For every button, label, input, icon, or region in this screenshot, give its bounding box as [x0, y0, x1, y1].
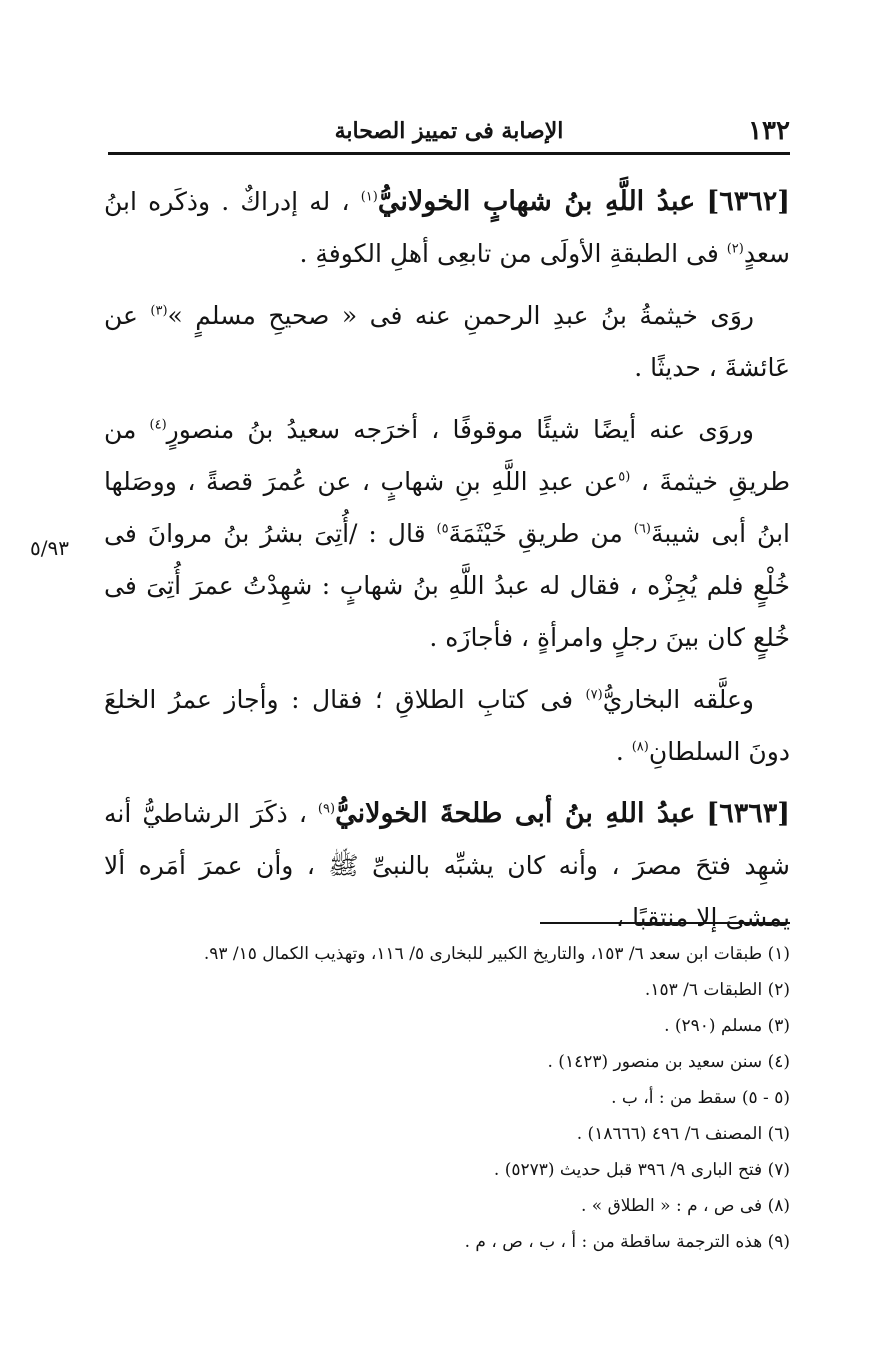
- paragraph-text: من طريقِ خَيْثَمَةَ: [448, 519, 634, 548]
- footnote-marker: (٢): [726, 241, 744, 257]
- page-header: [108, 116, 790, 150]
- entry-name: عبدُ اللَّهِ بنُ شهابٍ الخولانيُّ: [377, 186, 696, 217]
- body-text: [104, 176, 790, 944]
- entry-text: ، له إدراكٌ . وذكَره ابنُ سعدٍ: [104, 187, 790, 268]
- footnote-marker: (٨): [631, 739, 649, 755]
- running-title: الإصابة فى تمييز الصحابة: [334, 118, 564, 144]
- paragraph-narration: [104, 290, 790, 394]
- paragraph-text: قال : /أُتِىَ بشرُ بنُ مروانَ فى خُلْعٍ فلم يُجِزْه ، فقال له عبدُ اللَّهِ بنُ شهابٍ : شهِدْتُ عمرَ أُتِىَ فى خُلعٍ كان بينَ رجلٍ وامرأةٍ ، فأجازَه .: [104, 519, 790, 652]
- header-rule: [108, 152, 790, 155]
- footnote-5: (٥ - ٥) سقط من : أ، ب .: [611, 1088, 790, 1108]
- entry-text: ، ذكَرَ الرشاطيُّ أنه شهِد فتحَ مصرَ ، وأنه كان يشبِّه بالنبىِّ ﷺ ، وأن عمرَ أمَره ألا يمشىَ إلا منتقبًا ،: [104, 799, 790, 932]
- footnote-7: (٧) فتح البارى ٩/ ٣٩٦ قبل حديث (٥٢٧٣) .: [493, 1160, 790, 1180]
- paragraph-text: فى كتابِ الطلاقِ ؛ فقال : وأجاز عمرُ الخلعَ دونَ السلطانِ: [104, 685, 790, 766]
- footnote-6: (٦) المصنف ٦/ ٤٩٦ (١٨٦٦٦) .: [576, 1124, 790, 1144]
- paragraph-text: وعلَّقه البخاريُّ: [602, 685, 754, 714]
- paragraph-text: عن عَائشةَ ، حديثًا .: [104, 301, 790, 382]
- footnote-marker: (٩): [317, 801, 336, 817]
- footnote-marker: (٦): [633, 521, 651, 537]
- footnotes: [100, 936, 790, 1260]
- entry-number: [٦٣٦٢]: [706, 186, 791, 217]
- entry-6362: [104, 176, 790, 280]
- footnote-marker: ٥): [436, 521, 449, 537]
- footnote-1: (١) طبقات ابن سعد ٦/ ١٥٣، والتاريخ الكبير للبخارى ٥/ ١١٦، وتهذيب الكمال ١٥/ ٩٣.: [203, 944, 790, 964]
- footnote-2: (٢) الطبقات ٦/ ١٥٣.: [644, 980, 790, 1000]
- paragraph-text: .: [615, 737, 632, 766]
- footnote-8: (٨) فى ص ، م : « الطلاق » .: [580, 1196, 790, 1216]
- entry-6363: [104, 788, 790, 944]
- paragraph-text: عن عبدِ اللَّهِ بنِ شهابٍ ، عن عُمرَ قصةً ، ووصَلها ابنُ أبى شيبةَ: [104, 467, 790, 548]
- footnote-4: (٤) سنن سعيد بن منصور (١٤٢٣) .: [547, 1052, 790, 1072]
- entry-number: [٦٣٦٣]: [706, 798, 790, 829]
- paragraph-mawquf: [104, 404, 790, 664]
- footnote-9: (٩) هذه الترجمة ساقطة من : أ ، ب ، ص ، م .: [464, 1232, 790, 1252]
- footnote-marker: (٤): [149, 417, 167, 433]
- paragraph-text: من طريقِ خيثمةَ ،: [104, 415, 790, 496]
- footnote-rule: [540, 922, 790, 924]
- footnote-marker: (٧): [585, 687, 603, 703]
- margin-reference: ٥/٩٣: [30, 536, 69, 560]
- footnote-3: (٣) مسلم (٢٩٠) .: [664, 1016, 790, 1036]
- paragraph-bukhari: [104, 674, 790, 778]
- footnote-marker: (١): [360, 189, 378, 205]
- paragraph-text: روَى خيثمةُ بنُ عبدِ الرحمنِ عنه فى « صحيحِ مسلمٍ »: [167, 301, 754, 330]
- entry-text: فى الطبقةِ الأولَى من تابعِى أهلِ الكوفةِ .: [299, 239, 727, 268]
- entry-name: عبدُ اللهِ بنُ أبى طلحةَ الخولانيُّ: [335, 798, 696, 829]
- footnote-marker: (٣): [150, 303, 168, 319]
- paragraph-text: وروَى عنه أيضًا شيئًا موقوفًا ، أخرَجه سعيدُ بنُ منصورٍ: [166, 415, 755, 444]
- page-number: ١٣٢: [748, 116, 790, 146]
- footnote-marker: (٥: [618, 469, 631, 485]
